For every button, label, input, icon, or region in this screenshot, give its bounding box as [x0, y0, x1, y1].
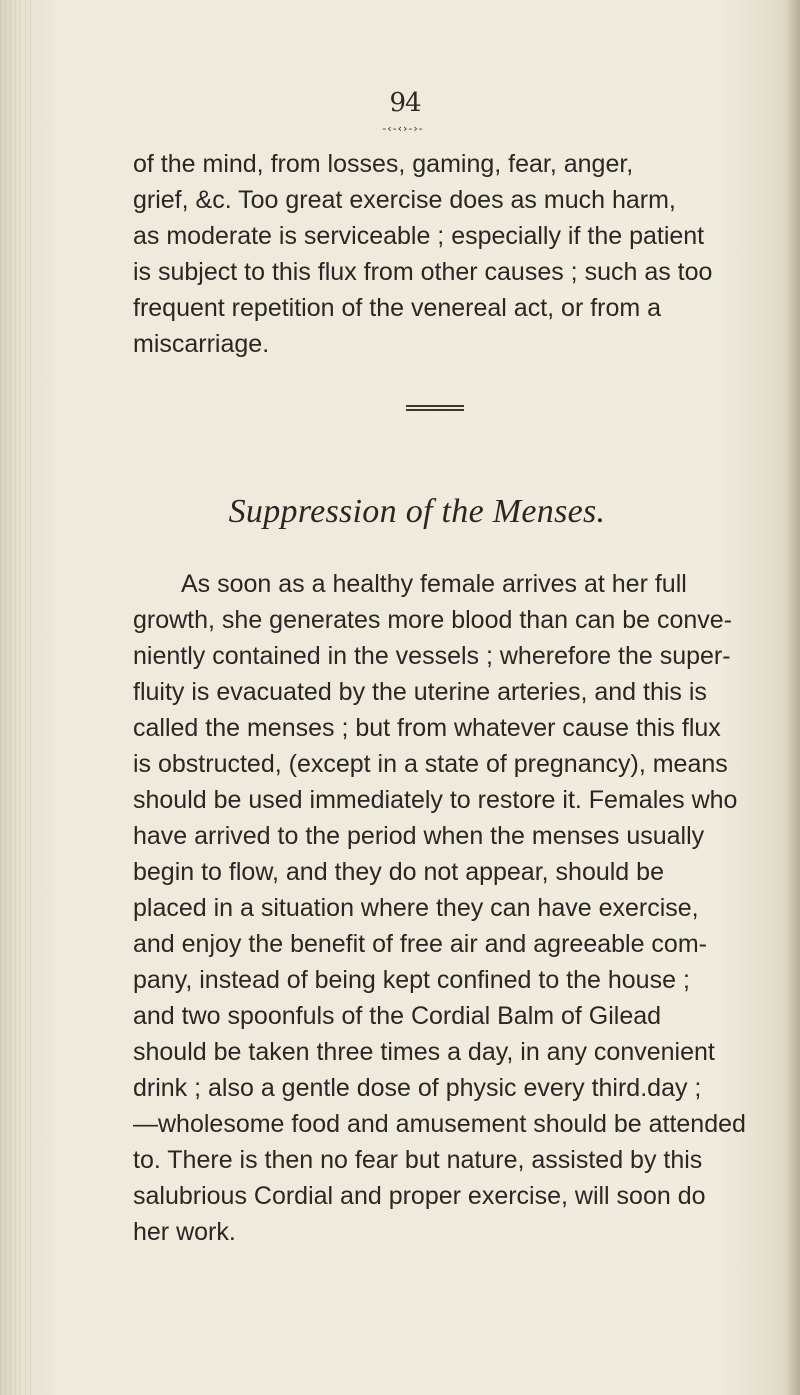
text-line: placed in a situation where they can have exercise,: [133, 894, 699, 922]
text-line: is obstructed, (except in a state of pregnancy), means: [133, 750, 728, 778]
text-line: As soon as a healthy female arrives at her full: [181, 570, 687, 598]
text-line: as moderate is serviceable ; especially if the patient: [133, 222, 705, 250]
page-gutter-shadow: [0, 0, 34, 1395]
text-line: niently contained in the vessels ; wherefore the super-: [133, 642, 731, 670]
paragraph-continued: [133, 146, 763, 362]
text-line: should be taken three times a day, in any convenient: [133, 1038, 715, 1066]
page-edge-shadow: [786, 0, 800, 1395]
text-line: grief, &c. Too great exercise does as much harm,: [133, 186, 676, 214]
text-line: called the menses ; but from whatever cause this flux: [133, 714, 721, 742]
text-line: have arrived to the period when the menses usually: [133, 822, 705, 850]
text-line: —wholesome food and amusement should be attended: [133, 1110, 746, 1138]
text-line: growth, she generates more blood than can be conve-: [133, 606, 732, 634]
text-line: and enjoy the benefit of free air and agreeable com-: [133, 930, 707, 958]
text-line: should be used immediately to restore it. Females who: [133, 786, 738, 814]
text-line: and two spoonfuls of the Cordial Balm of Gilead: [133, 1002, 662, 1030]
text-line: drink ; also a gentle dose of physic every third.day ;: [133, 1074, 702, 1102]
text-line: begin to flow, and they do not appear, should be: [133, 858, 664, 886]
text-line: of the mind, from losses, gaming, fear, anger,: [133, 150, 634, 178]
paragraph-suppression: [133, 566, 763, 1250]
section-divider: [406, 405, 464, 412]
text-line: miscarriage.: [133, 330, 270, 358]
text-line: is subject to this flux from other causes ; such as too: [133, 258, 713, 286]
page-number: 94: [389, 88, 421, 118]
text-line: pany, instead of being kept confined to the house ;: [133, 966, 690, 994]
text-line: fluity is evacuated by the uterine arteries, and this is: [133, 678, 707, 706]
text-line: her work.: [133, 1218, 236, 1246]
page-ornament: -‹-‹›-›-: [382, 122, 424, 135]
text-line: salubrious Cordial and proper exercise, will soon do: [133, 1182, 706, 1210]
text-line: to. There is then no fear but nature, assisted by this: [133, 1146, 703, 1174]
section-heading: Suppression of the Menses.: [228, 493, 606, 530]
text-line: frequent repetition of the venereal act, or from a: [133, 294, 662, 322]
